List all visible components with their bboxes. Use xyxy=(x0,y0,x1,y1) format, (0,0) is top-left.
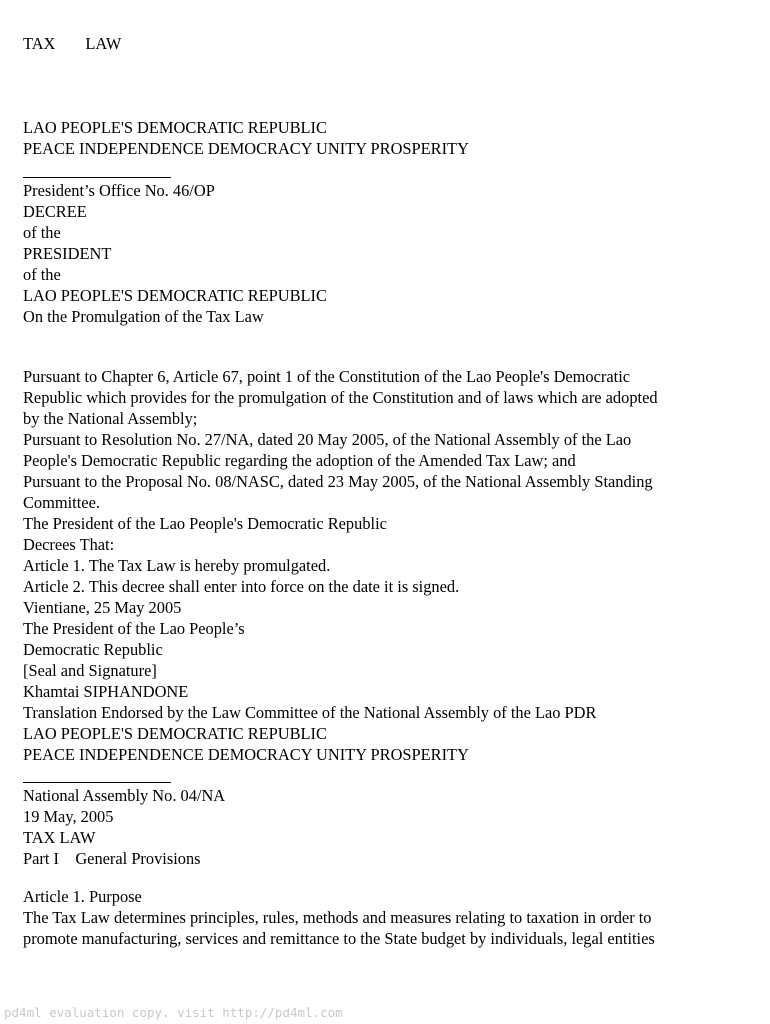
text-line: by the National Assembly; xyxy=(23,409,198,428)
text-line: [Seal and Signature] xyxy=(23,661,157,680)
text-line: People's Democratic Republic regarding the adoption of the Amended Tax Law; and xyxy=(23,451,576,470)
text-line: Republic which provides for the promulgation of the Constitution and of laws which are adopted xyxy=(23,388,658,407)
text-line: Article 2. This decree shall enter into force on the date it is signed. xyxy=(23,577,460,596)
text-line: PRESIDENT xyxy=(23,244,112,263)
text-line: Vientiane, 25 May 2005 xyxy=(23,598,182,617)
text-line: Pursuant to the Proposal No. 08/NASC, dated 23 May 2005, of the National Assembly Standing xyxy=(23,472,653,491)
text-line: promote manufacturing, services and remittance to the State budget by individuals, legal entities xyxy=(23,929,655,948)
text-line: TAX LAW xyxy=(23,828,96,847)
text-line: Article 1. The Tax Law is hereby promulgated. xyxy=(23,556,331,575)
text-line: Committee. xyxy=(23,493,100,512)
text-line: Democratic Republic xyxy=(23,640,163,659)
text-line: On the Promulgation of the Tax Law xyxy=(23,307,264,326)
text-line: LAO PEOPLE'S DEMOCRATIC REPUBLIC xyxy=(23,286,327,305)
header-tax: TAX xyxy=(23,34,56,53)
text-line: of the xyxy=(23,265,61,284)
text-line: The President of the Lao People's Democratic Republic xyxy=(23,514,387,533)
text-line: PEACE INDEPENDENCE DEMOCRACY UNITY PROSPERITY xyxy=(23,139,469,158)
text-line: LAO PEOPLE'S DEMOCRATIC REPUBLIC xyxy=(23,724,327,743)
header-law: LAW xyxy=(85,34,122,53)
separator-rule xyxy=(23,782,171,783)
document-header xyxy=(23,33,121,54)
text-line: President’s Office No. 46/OP xyxy=(23,181,215,200)
separator-rule xyxy=(23,177,171,178)
text-line: 19 May, 2005 xyxy=(23,807,114,826)
text-line: National Assembly No. 04/NA xyxy=(23,786,226,805)
article-heading: Article 1. Purpose xyxy=(23,887,142,906)
text-line: DECREE xyxy=(23,202,87,221)
text-line: Translation Endorsed by the Law Committee of the National Assembly of the Lao PDR xyxy=(23,703,597,722)
text-line: Khamtai SIPHANDONE xyxy=(23,682,189,701)
text-line: Pursuant to Resolution No. 27/NA, dated 20 May 2005, of the National Assembly of the Lao xyxy=(23,430,632,449)
text-line: LAO PEOPLE'S DEMOCRATIC REPUBLIC xyxy=(23,118,327,137)
text-line: The President of the Lao People’s xyxy=(23,619,245,638)
text-line: Part I General Provisions xyxy=(23,849,201,868)
text-line: The Tax Law determines principles, rules, methods and measures relating to taxation in order to xyxy=(23,908,652,927)
text-line: PEACE INDEPENDENCE DEMOCRACY UNITY PROSPERITY xyxy=(23,745,469,764)
text-line: Pursuant to Chapter 6, Article 67, point 1 of the Constitution of the Lao People's Democratic xyxy=(23,367,631,386)
text-line: of the xyxy=(23,223,61,242)
watermark-footer: pd4ml evaluation copy. visit http://pd4ml.com xyxy=(4,1005,343,1020)
text-line: Decrees That: xyxy=(23,535,115,554)
